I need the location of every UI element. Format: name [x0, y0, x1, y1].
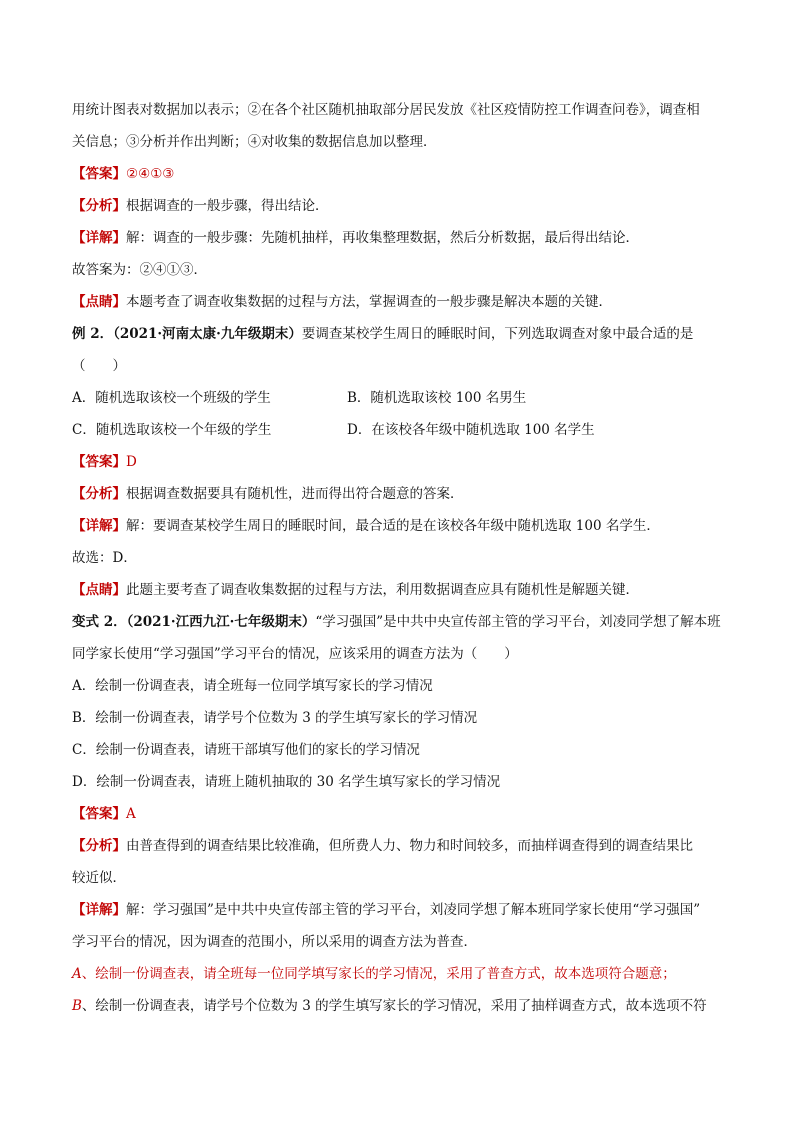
q3-analysis-line-1	[72, 836, 732, 856]
q3-item-b-line	[72, 996, 732, 1016]
q2-option-a: A．随机选取该校一个班级的学生	[72, 390, 271, 406]
q3-stem-2: 同学家长使用“学习强国”学习平台的情况，应该采用的调查方法为（ ）	[72, 646, 518, 662]
q1-analysis: 根据调查的一般步骤，得出结论．	[126, 198, 329, 214]
q3-option-c: C．绘制一份调查表，请班干部填写他们的家长的学习情况	[72, 742, 420, 758]
q3-analysis-2: 较近似．	[72, 870, 126, 886]
q2-option-d: D．在该校各年级中随机选取 100 名学生	[347, 422, 595, 438]
detail-label: 【详解】	[72, 518, 126, 534]
q1-conclusion: 故答案为：②④①③．	[72, 262, 207, 278]
q3-label: 变式 2．（2021·江西九江·七年级期末）	[72, 614, 316, 630]
q3-item-b-letter: B	[72, 998, 82, 1014]
intro-line-2: 关信息；③分析并作出判断；④对收集的数据信息加以整理．	[72, 134, 437, 150]
comment-label: 【点睛】	[72, 582, 126, 598]
q3-stem-1: “学习强国”是中共中央宣传部主管的学习平台，刘凌同学想了解本班	[315, 614, 721, 630]
q2-option-c: C．随机选取该校一个年级的学生	[72, 422, 272, 438]
q3-option-b: B．绘制一份调查表，请学号个位数为 3 的学生填写家长的学习情况	[72, 710, 478, 726]
q3-stem-line-1	[72, 612, 732, 632]
q3-item-a-line	[72, 964, 732, 984]
q2-comment: 此题主要考查了调查收集数据的过程与方法，利用数据调查应具有随机性是解题关键．	[126, 582, 639, 598]
q2-detail-line	[72, 516, 732, 536]
q3-answer-line	[72, 804, 732, 824]
q1-answer-line	[72, 164, 732, 184]
detail-label: 【详解】	[72, 902, 126, 918]
answer-label: 【答案】	[72, 454, 126, 470]
q2-option-b: B．随机选取该校 100 名男生	[347, 390, 527, 406]
q1-comment: 本题考查了调查收集数据的过程与方法，掌握调查的一般步骤是解决本题的关键．	[126, 294, 612, 310]
detail-label: 【详解】	[72, 230, 126, 246]
q2-analysis-line	[72, 484, 732, 504]
q2-detail: 解：要调查某校学生周日的睡眠时间，最合适的是在该校各年级中随机选取 100 名学生．	[126, 518, 660, 534]
q1-detail: 解：调查的一般步骤：先随机抽样，再收集整理数据，然后分析数据，最后得出结论．	[126, 230, 639, 246]
q1-answer: ②④①③	[126, 166, 175, 182]
q3-analysis-1: 由普查得到的调查结果比较准确，但所费人力、物力和时间较多，而抽样调查得到的调查结果比	[126, 838, 693, 854]
q3-detail-2: 学习平台的情况，因为调查的范围小，所以采用的调查方法为普查．	[72, 934, 477, 950]
q1-comment-line	[72, 292, 732, 312]
q3-detail-line-1	[72, 900, 732, 920]
q2-analysis: 根据调查数据要具有随机性，进而得出符合题意的答案．	[126, 486, 464, 502]
analysis-label: 【分析】	[72, 838, 126, 854]
comment-label: 【点睛】	[72, 294, 126, 310]
q3-option-a: A．绘制一份调查表，请全班每一位同学填写家长的学习情况	[72, 678, 433, 694]
q3-detail-1: 解：学习强国”是中共中央宣传部主管的学习平台，刘凌同学想了解本班同学家长使用“学习强国”	[126, 902, 701, 918]
answer-label: 【答案】	[72, 166, 126, 182]
answer-label: 【答案】	[72, 806, 126, 822]
q2-label: 例 2．（2021·河南太康·九年级期末）	[72, 326, 302, 342]
q1-detail-line	[72, 228, 732, 248]
q1-analysis-line	[72, 196, 732, 216]
q2-answer-line	[72, 452, 732, 472]
q2-conclusion: 故选：D．	[72, 550, 137, 566]
q2-comment-line	[72, 580, 732, 600]
analysis-label: 【分析】	[72, 198, 126, 214]
q3-item-a-letter: A	[72, 966, 82, 982]
q3-item-a-text: 、绘制一份调查表，请全班每一位同学填写家长的学习情况，采用了普查方式，故本选项符合题意；	[81, 966, 676, 982]
q2-stem-line	[72, 324, 732, 344]
q3-answer: A	[126, 806, 136, 822]
intro-line-1: 用统计图表对数据加以表示；②在各个社区随机抽取部分居民发放《社区疫情防控工作调查问卷》，调查相	[72, 102, 700, 118]
analysis-label: 【分析】	[72, 486, 126, 502]
q3-item-b-text: 、绘制一份调查表，请学号个位数为 3 的学生填写家长的学习情况，采用了抽样调查方式，故本选项不符	[81, 998, 707, 1014]
q3-option-d: D．绘制一份调查表，请班上随机抽取的 30 名学生填写家长的学习情况	[72, 774, 501, 790]
q2-answer: D	[126, 454, 137, 470]
q2-paren: （ ）	[72, 358, 126, 374]
q2-stem: 要调查某校学生周日的睡眠时间，下列选取调查对象中最合适的是	[301, 326, 694, 342]
